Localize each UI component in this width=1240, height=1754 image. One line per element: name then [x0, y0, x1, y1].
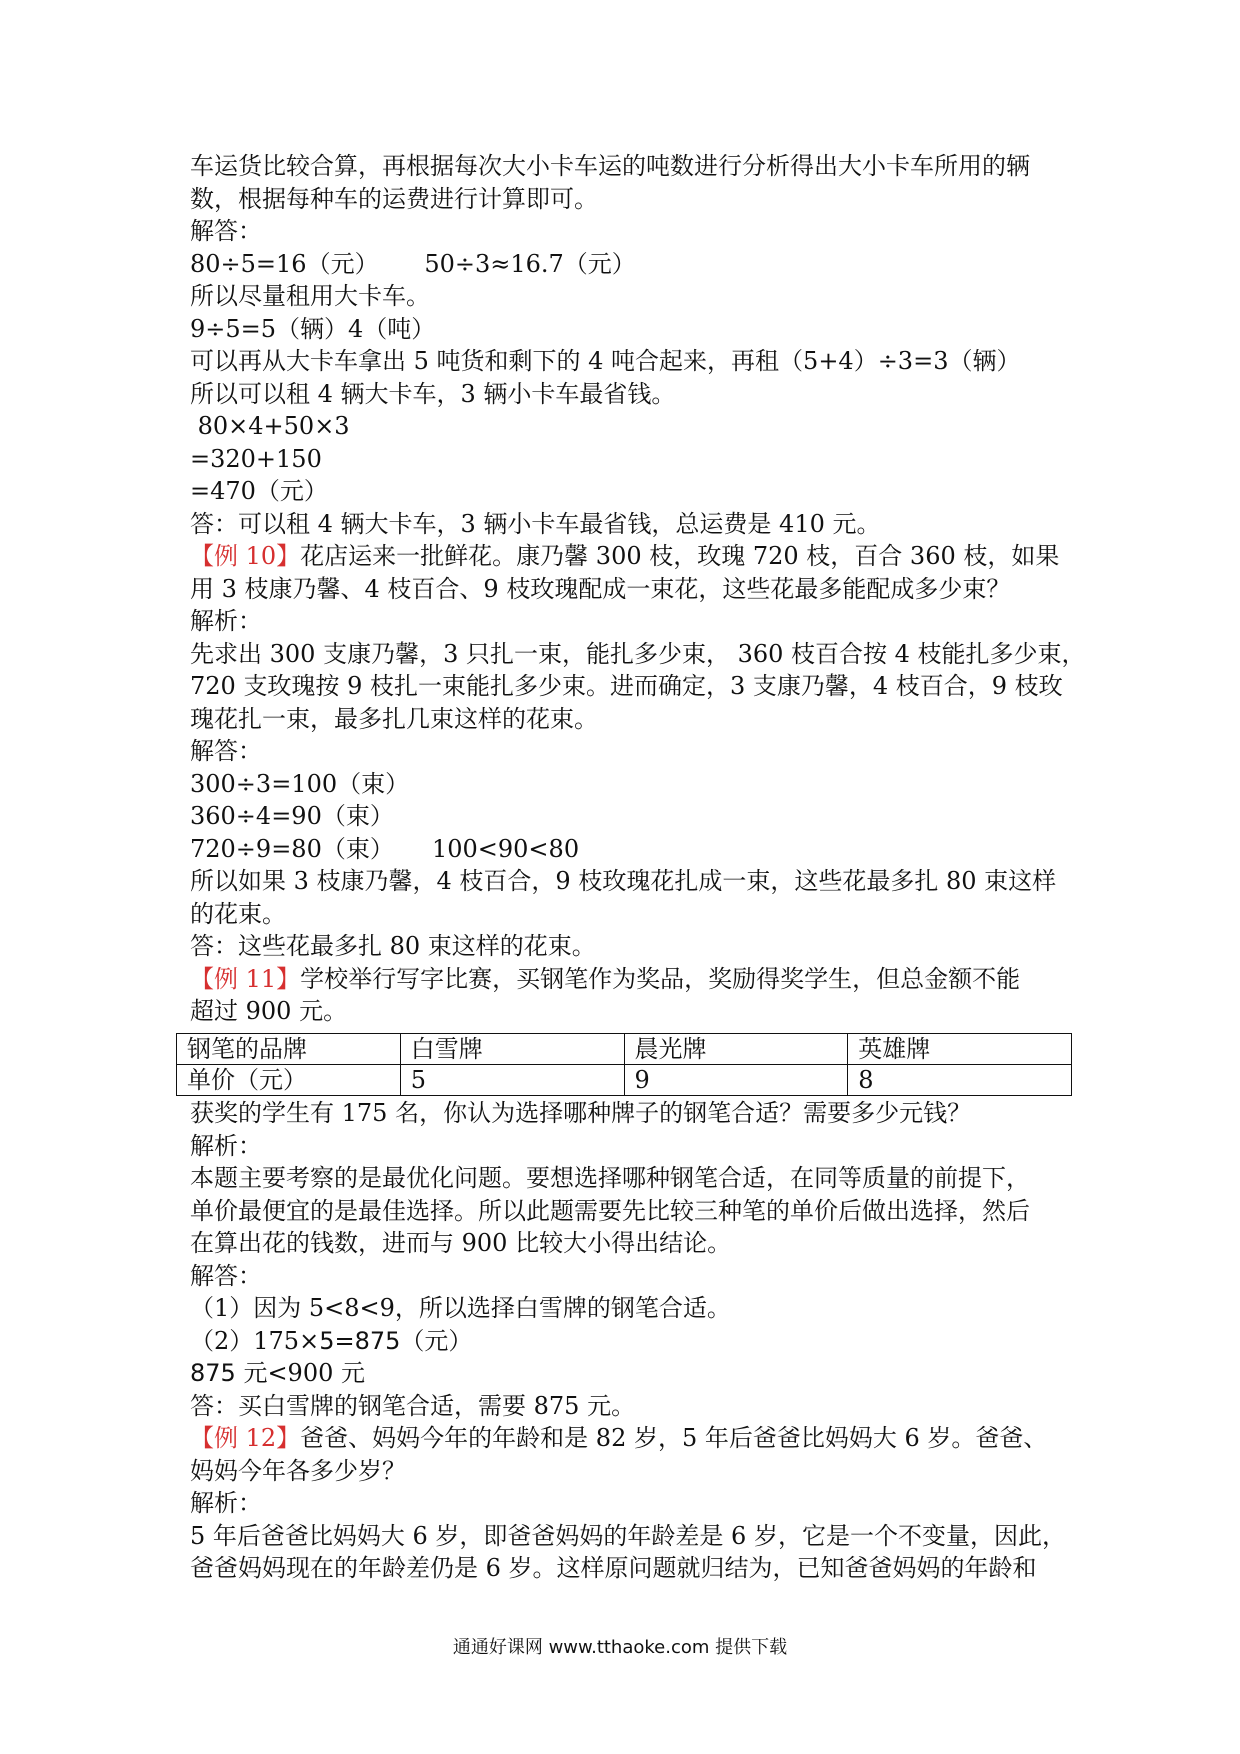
- content-top: [190, 150, 1086, 1028]
- text-line: 答：可以租 4 辆大卡车，3 辆小卡车最省钱，总运费是 410 元。: [190, 509, 881, 538]
- page-footer: 通通好课网 www.tthaoke.com 提供下载: [452, 1637, 788, 1658]
- pen-price-table: [176, 1033, 1072, 1096]
- text-line: 的花束。: [190, 899, 286, 928]
- question-text: 爸爸、妈妈今年的年龄和是 82 岁，5 年后爸爸比妈妈大 6 岁。爸爸、: [300, 1424, 1048, 1452]
- table-cell: 单价（元）: [177, 1065, 401, 1096]
- compare-rest: 元<900 元: [235, 1359, 365, 1387]
- text-line: 720÷9=80（束） 100<90<80: [190, 834, 580, 863]
- calc-unit: （元）: [400, 1326, 473, 1355]
- table-row: [177, 1065, 1072, 1096]
- text-line: =320+150: [190, 444, 322, 473]
- text-line: 5 年后爸爸比妈妈大 6 岁，即爸爸妈妈的年龄差是 6 岁，它是一个不变量，因此，: [190, 1521, 1066, 1550]
- question-text: 花店运来一批鲜花。康乃馨 300 枝，玫瑰 720 枝，百合 360 枝，如果: [300, 542, 1060, 570]
- analysis-label: 解析：: [190, 607, 262, 635]
- question-text: 学校举行写字比赛，买钢笔作为奖品，奖励得奖学生，但总金额不能: [300, 964, 1021, 993]
- example-tag: 【例 12】: [190, 1424, 301, 1452]
- text-line: 所以可以租 4 辆大卡车，3 辆小卡车最省钱。: [190, 379, 676, 408]
- calc-line: [190, 1325, 1060, 1358]
- table-cell: 白雪牌: [400, 1034, 624, 1065]
- text-line: 单价最便宜的是最佳选择。所以此题需要先比较三种笔的单价后做出选择，然后: [190, 1196, 1030, 1225]
- text-line: 数，根据每种车的运费进行计算即可。: [190, 184, 598, 213]
- table-cell: 钢笔的品牌: [177, 1034, 401, 1065]
- text-line: 本题主要考察的是最优化问题。要想选择哪种钢笔合适，在同等质量的前提下，: [190, 1164, 1030, 1192]
- text-line: =470（元）: [190, 477, 328, 505]
- text-line: 9÷5=5（辆）4（吨）: [190, 314, 436, 343]
- table-cell: 晨光牌: [624, 1034, 848, 1065]
- text-line: 在算出花的钱数，进而与 900 比较大小得出结论。: [190, 1229, 732, 1257]
- compare-value: 875: [190, 1359, 236, 1387]
- table-row: [177, 1034, 1072, 1065]
- text-line: 车运货比较合算，再根据每次大小卡车运的吨数进行分析得出大小卡车所用的辆: [190, 152, 1030, 180]
- analysis-label: 解析：: [190, 1489, 262, 1517]
- text-line: 所以尽量租用大卡车。: [190, 282, 430, 310]
- text-line: 妈妈今年各多少岁？: [190, 1456, 406, 1485]
- text-line: 可以再从大卡车拿出 5 吨货和剩下的 4 吨合起来，再租（5+4）÷3=3（辆）: [190, 347, 1021, 375]
- text-line: 超过 900 元。: [190, 997, 348, 1025]
- content-bottom: [190, 1097, 1066, 1585]
- calc-prefix: （2）175×: [190, 1326, 320, 1355]
- text-line: 300÷3=100（束）: [190, 769, 410, 798]
- example-11-question: [190, 963, 1060, 996]
- example-10-question: [190, 540, 1060, 573]
- table-cell: 9: [624, 1065, 848, 1096]
- table-cell: 8: [848, 1065, 1072, 1096]
- text-line: 先求出 300 支康乃馨，3 只扎一束，能扎多少束， 360 枝百合按 4 枝能扎多少束，: [190, 639, 1086, 668]
- answer-label: 解答：: [190, 737, 262, 765]
- text-line: 所以如果 3 枝康乃馨，4 枝百合，9 枝玫瑰花扎成一束，这些花最多扎 80 束这样: [190, 867, 1057, 895]
- answer-text: 答：买白雪牌的钢笔合适，需要 875 元。: [190, 1391, 636, 1420]
- table-cell: 英雄牌: [848, 1034, 1072, 1065]
- text-line: 80÷5=16（元） 50÷3≈16.7（元）: [190, 249, 636, 278]
- text-line: 瑰花扎一束，最多扎几束这样的花束。: [190, 704, 598, 733]
- text-line: 720 支玫瑰按 9 枝扎一束能扎多少束。进而确定，3 支康乃馨，4 枝百合，9 枝玫: [190, 672, 1063, 700]
- calc-value: 5=875: [319, 1326, 401, 1355]
- text-line: 360÷4=90（束）: [190, 802, 394, 830]
- text-line: 80×4+50×3: [190, 412, 350, 440]
- text-line: 用 3 枝康乃馨、4 枝百合、9 枝玫瑰配成一束花，这些花最多能配成多少束？: [190, 574, 1011, 603]
- example-tag: 【例 10】: [190, 542, 301, 570]
- table-cell: 5: [400, 1065, 624, 1096]
- analysis-label: 解析：: [190, 1131, 262, 1160]
- text-line: （1）因为 5<8<9，所以选择白雪牌的钢笔合适。: [190, 1294, 731, 1322]
- example-12-question: [190, 1422, 1060, 1455]
- example-tag: 【例 11】: [190, 964, 301, 993]
- text-line: 爸爸妈妈现在的年龄差仍是 6 岁。这样原问题就归结为，已知爸爸妈妈的年龄和: [190, 1554, 1037, 1582]
- text-line: 解答：: [190, 217, 262, 245]
- answer-label: 解答：: [190, 1261, 262, 1290]
- compare-line: [190, 1357, 1060, 1390]
- answer-text: 答：这些花最多扎 80 束这样的花束。: [190, 932, 596, 960]
- text-line: 获奖的学生有 175 名，你认为选择哪种牌子的钢笔合适？需要多少元钱？: [190, 1099, 972, 1127]
